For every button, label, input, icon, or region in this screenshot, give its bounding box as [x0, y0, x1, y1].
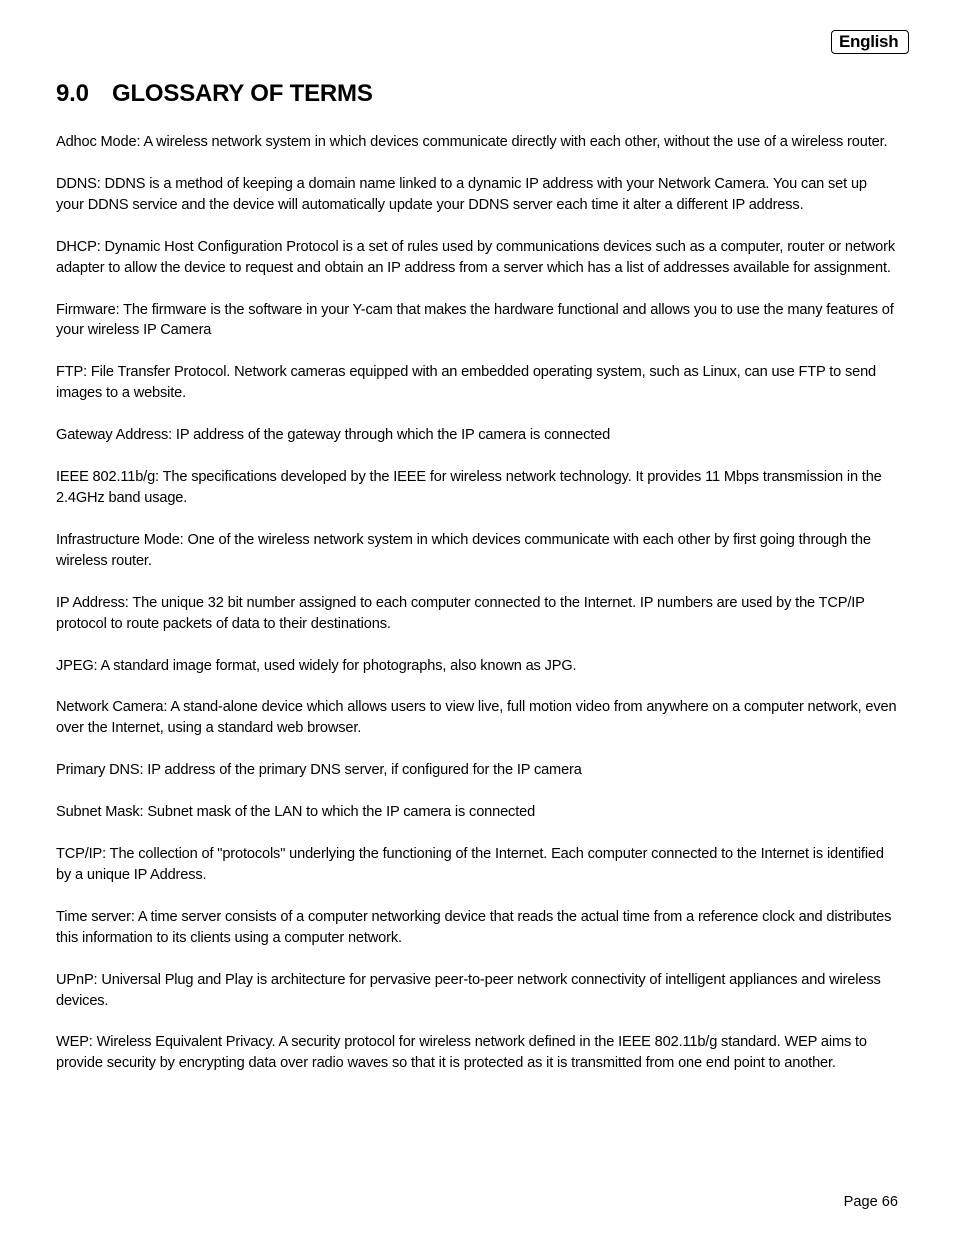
glossary-term-ddns: DDNS: DDNS is a method of keeping a domain name linked to a dynamic IP address with your Network Camera. You can set up your DDNS service and the device will automatically update your DDNS server each time it alter a different IP address. — [56, 175, 867, 213]
section-number: 9.0 — [56, 80, 89, 107]
glossary-term-jpeg: JPEG: A standard image format, used widely for photographs, also known as JPG. — [56, 657, 577, 674]
glossary-term-upnp: UPnP: Universal Plug and Play is architecture for pervasive peer-to-peer network connectivity of intelligent appliances and wireless devices. — [56, 971, 881, 1009]
glossary-term-ftp: FTP: File Transfer Protocol. Network cameras equipped with an embedded operating system, such as Linux, can use FTP to send images to a website. — [56, 364, 877, 402]
glossary-term-dhcp: DHCP: Dynamic Host Configuration Protocol is a set of rules used by communications devices such as a computer, router or network adapter to allow the device to request and obtain an IP address from a server which has a list of addresses available for assignment. — [56, 238, 895, 276]
section-title — [56, 78, 373, 110]
glossary-term-tcp-ip: TCP/IP: The collection of "protocols" underlying the functioning of the Internet. Each computer connected to the Internet is identified by a unique IP Address. — [56, 846, 884, 883]
glossary-term-ieee-80211bg: IEEE 802.11b/g: The specifications developed by the IEEE for wireless network technology. It provides 11 Mbps transmission in the 2.4GHz band usage. — [56, 469, 882, 506]
glossary-list — [56, 132, 898, 1095]
page-number: Page 66 — [843, 1194, 898, 1210]
glossary-term-subnet-mask: Subnet Mask: Subnet mask of the LAN to which the IP camera is connected — [56, 804, 536, 821]
glossary-term-adhoc-mode: Adhoc Mode: A wireless network system in which devices communicate directly with each other, without the use of a wireless router. — [56, 134, 888, 150]
glossary-term-primary-dns: Primary DNS: IP address of the primary DNS server, if configured for the IP camera — [56, 762, 582, 779]
glossary-term-firmware: Firmware: The firmware is the software in your Y-cam that makes the hardware functional and allows you to use the many features of your wireless IP Camera — [56, 301, 894, 339]
glossary-term-wep: WEP: Wireless Equivalent Privacy. A security protocol for wireless network defined in the IEEE 802.11b/g standard. WEP aims to provide security by encrypting data over radio waves so that it is protected as it is transmitted from one end point to another. — [56, 1034, 867, 1072]
glossary-term-infrastructure-mode: Infrastructure Mode: One of the wireless network system in which devices communicate with each other by first going through the wireless router. — [56, 531, 871, 569]
glossary-term-time-server: Time server: A time server consists of a computer networking device that reads the actual time from a reference clock and distributes this information to its clients using a computer network. — [56, 908, 892, 946]
glossary-term-network-camera: Network Camera: A stand-alone device which allows users to view live, full motion video from anywhere on a computer network, even over the Internet, using a standard web browser. — [56, 699, 897, 737]
language-badge: English — [831, 30, 909, 54]
glossary-term-gateway-address: Gateway Address: IP address of the gateway through which the IP camera is connected — [56, 427, 611, 444]
glossary-term-ip-address: IP Address: The unique 32 bit number assigned to each computer connected to the Internet. IP numbers are used by the TCP/IP protocol to route packets of data to their destinations. — [56, 594, 865, 632]
section-title-text: GLOSSARY OF TERMS — [112, 80, 373, 107]
